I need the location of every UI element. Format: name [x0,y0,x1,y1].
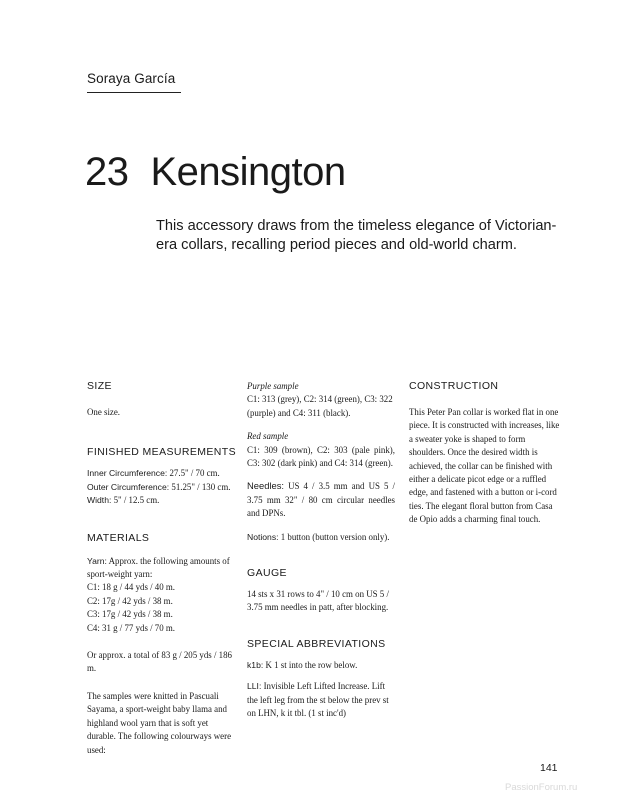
yarn-c3: C3: 17g / 42 yds / 38 m. [87,609,173,620]
pattern-name: Kensington [150,150,346,194]
construction-text: This Peter Pan collar is worked flat in one piece. It is constructed with increases, like a sweater yoke is shaped to form shoulders. Once the desired width is achieved, the collar can be finished with either a delicate picot edge or a ruffled edge, and fastened with a button or i-cord ties. The elegant floral button from Casa de Opio adds a charming final touch. [409,407,560,525]
measurement-outer: Outer Circumference: 51.25" / 130 cm. [87,481,231,492]
measurement-inner: Inner Circumference: 27.5" / 70 cm. [87,468,220,479]
yarn-intro: Yarn: Approx. the following amounts of sport-weight yarn: [87,555,230,580]
red-sample-title: Red sample [247,431,289,442]
finished-measurements-heading: FINISHED MEASUREMENTS [87,446,236,459]
size-text: One size. [87,407,121,417]
special-abbreviations-heading: SPECIAL ABBREVIATIONS [247,637,386,650]
yarn-c4: C4: 31 g / 77 yds / 70 m. [87,622,176,633]
pattern-number: 23 [85,150,129,194]
measurement-width: Width: 5" / 12.5 cm. [87,495,160,506]
author-name: Soraya García [87,71,176,86]
watermark: PassionForum.ru [505,782,578,793]
materials-heading: MATERIALS [87,531,150,544]
yarn-c1: C1: 18 g / 44 yds / 40 m. [87,582,176,593]
abbreviation-lli: LLI: Invisible Left Lifted Increase. Lift the left leg from the st below the prev st on LHN, k it tbl. (1 st inc'd) [247,681,389,719]
size-heading: SIZE [87,380,112,392]
yarn-c2: C2: 17g / 42 yds / 38 m. [87,595,173,606]
pattern-intro: This accessory draws from the timeless elegance of Victorian-era collars, recalling period pieces and old-world charm. [156,218,557,253]
construction-heading: CONSTRUCTION [409,380,499,392]
measurements-list [87,467,237,507]
purple-sample-title: Purple sample [247,381,299,391]
samples-description: The samples were knitted in Pascuali Sayama, a sport-weight baby llama and highland wool yarn that is soft yet durable. The following colourways were used: [87,690,232,755]
red-sample-text: C1: 309 (brown), C2: 303 (pale pink), C3: 302 (dark pink) and C4: 314 (green). [247,444,395,469]
author-underline [87,92,181,93]
gauge-heading: GAUGE [247,567,287,580]
notions-text: Notions: 1 button (button version only). [247,531,390,542]
column-right [409,380,562,527]
yarn-total: Or approx. a total of 83 g / 205 yds / 186 m. [87,650,232,674]
needles-text: Needles: US 4 / 3.5 mm and US 5 / 3.75 mm 32" / 80 cm circular needles and DPNs. [247,480,395,519]
gauge-text: 14 sts x 31 rows to 4" / 10 cm on US 5 / 3.75 mm needles in patt, after blocking. [247,589,389,613]
column-middle [247,380,395,721]
purple-sample-text: C1: 313 (grey), C2: 314 (green), C3: 322 (purple) and C4: 311 (black). [247,394,393,418]
page-number: 141 [540,762,558,774]
abbreviation-k1b: k1b: K 1 st into the row below. [247,659,358,670]
column-left [87,380,237,757]
pattern-title [85,150,346,195]
